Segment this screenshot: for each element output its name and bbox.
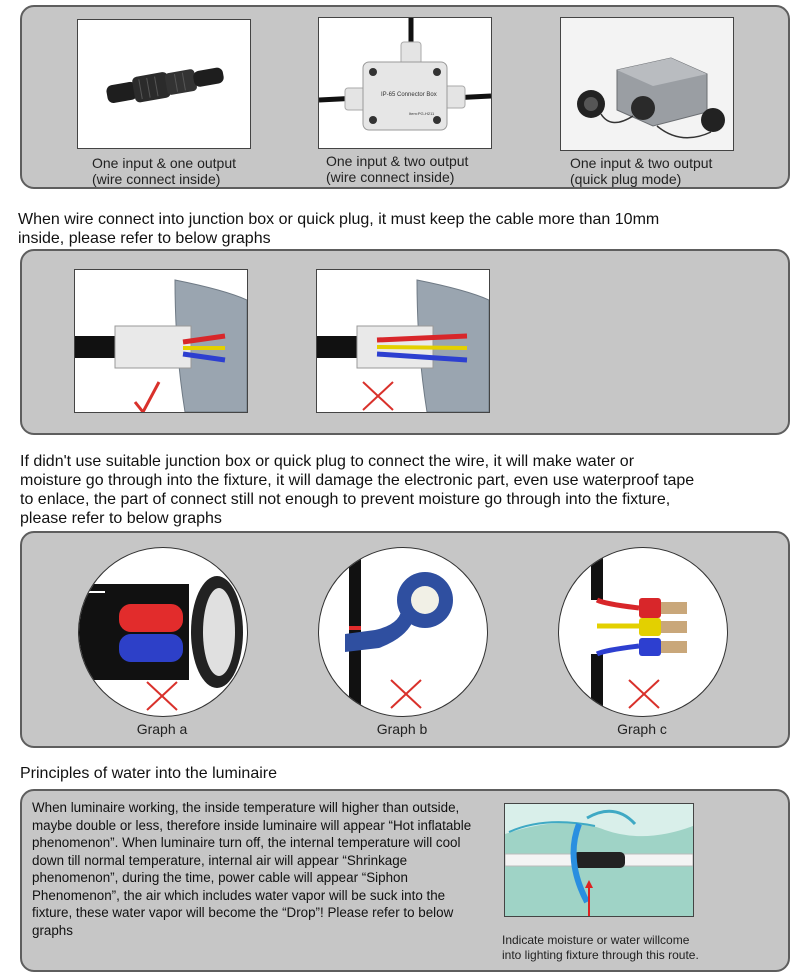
item2-caption	[326, 153, 468, 185]
graph-b-label: Graph b	[376, 721, 428, 737]
inline-connector-photo	[77, 19, 251, 149]
item1-caption	[92, 155, 236, 187]
principles-panel	[20, 789, 790, 972]
item1-line1: One input & one output	[92, 155, 236, 171]
bad-connection-graphs-panel	[20, 531, 790, 748]
junction-box-photo	[318, 17, 492, 149]
item2-line2: (wire connect inside)	[326, 169, 455, 185]
principles-paragraph: When luminaire working, the inside temperature will higher than outside, maybe double or less, therefore inside luminaire will appear “Hot inflatable phenomenon”. When luminaire turn off, the internal temperature will cool down till normal temperature, internal air will appear “Shrinkage phenomenon”, during the time, power cable will appear “Siphon Phenomenon”, the air which includes water vapor will be suck into the fixture, these water vapor will become the “Drop”! Please refer to below graphs	[32, 800, 472, 938]
heading3-line2: moisture go through into the fixture, it will damage the electronic part, even use waterproof tape	[20, 472, 695, 489]
correct-insertion-photo	[74, 269, 248, 413]
box-label: IP-65 Connector Box	[381, 92, 437, 98]
heading3-line4: please refer to below graphs	[20, 510, 222, 527]
cable-insertion-panel	[20, 249, 790, 435]
connector-types-panel	[20, 5, 790, 189]
graph-c-circle	[558, 547, 728, 717]
water-route-photo	[504, 803, 694, 917]
box-model: Item:PG-H211	[409, 111, 435, 116]
graph-b-circle	[318, 547, 488, 717]
item2-line1: One input & two output	[326, 153, 469, 169]
item3-caption	[570, 155, 712, 187]
water-route-caption	[502, 933, 699, 963]
item3-line2: (quick plug mode)	[570, 171, 682, 187]
heading2-line2: inside, please refer to below graphs	[18, 230, 271, 247]
graph-a-label: Graph a	[136, 721, 188, 737]
item1-line2: (wire connect inside)	[92, 171, 221, 187]
heading3-line1: If didn't use suitable junction box or quick plug to connect the wire, it will make water or	[20, 453, 635, 470]
caption-line2: into lighting fixture through this route.	[502, 948, 699, 962]
graph-c-label: Graph c	[617, 721, 667, 737]
caption-line1: Indicate moisture or water willcome	[502, 933, 690, 947]
graph-a-circle	[78, 547, 248, 717]
heading3-line3: to enlace, the part of connect still not enough to prevent moisture go through into the fixture,	[20, 491, 671, 508]
moisture-warning-heading	[20, 452, 694, 528]
heading2-line1: When wire connect into junction box or quick plug, it must keep the cable more than 10mm	[18, 211, 660, 228]
cable-length-heading	[18, 210, 659, 248]
principles-heading: Principles of water into the luminaire	[20, 765, 278, 782]
wrong-insertion-photo	[316, 269, 490, 413]
item3-line1: One input & two output	[570, 155, 713, 171]
quick-plug-photo	[560, 17, 734, 151]
